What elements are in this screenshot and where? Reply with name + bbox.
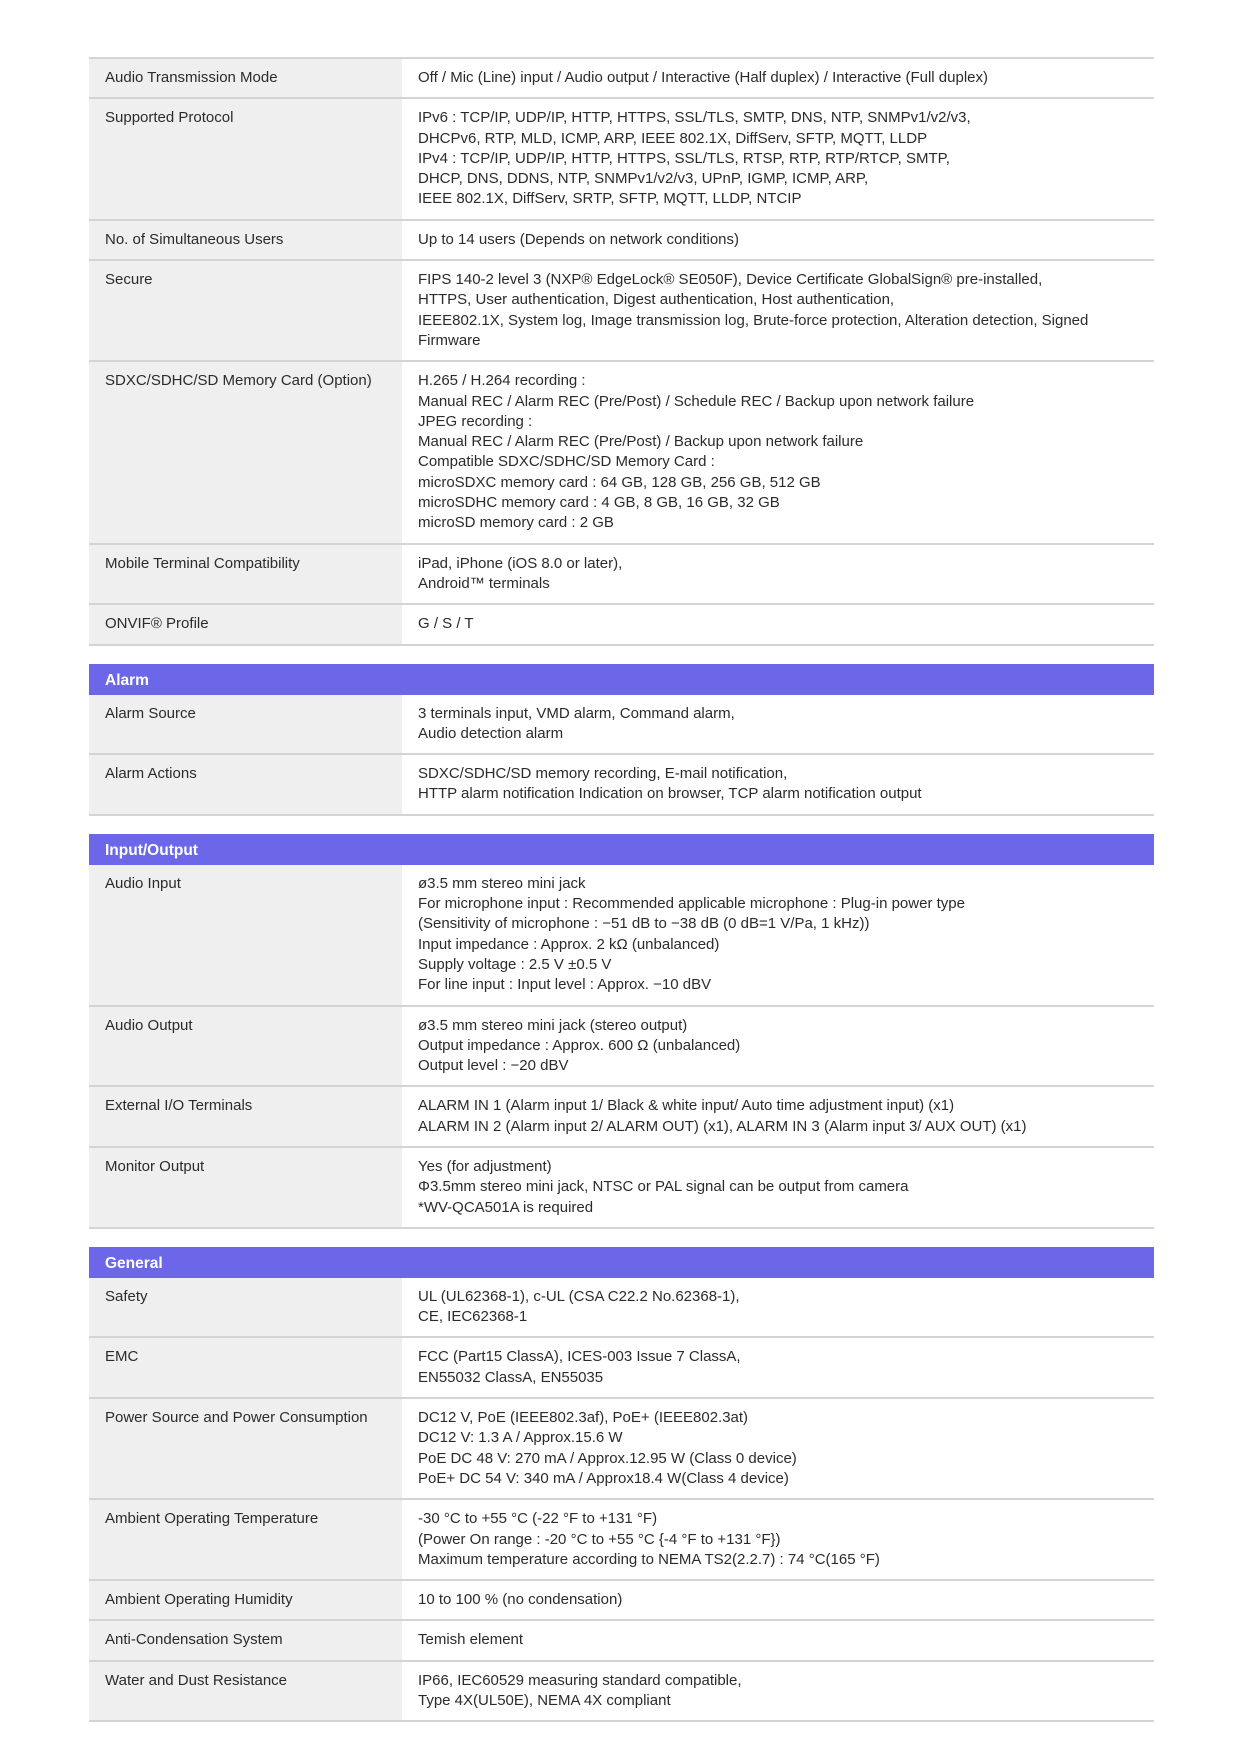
spec-row [89, 545, 1154, 606]
spec-value-line: Manual REC / Alarm REC (Pre/Post) / Backup upon network failure [418, 433, 864, 451]
spec-label: SDXC/SDHC/SD Memory Card (Option) [89, 362, 402, 542]
spec-value-line: Input impedance : Approx. 2 kΩ (unbalanced) [418, 935, 720, 953]
spec-value [402, 1007, 1154, 1086]
spec-value-line: EN55032 ClassA, EN55035 [418, 1368, 604, 1386]
spec-value [402, 755, 1154, 814]
spec-label: Alarm Actions [89, 755, 402, 814]
spec-value-line: 3 terminals input, VMD alarm, Command alarm, [418, 704, 735, 722]
spec-value-line: IPv6 : TCP/IP, UDP/IP, HTTP, HTTPS, SSL/TLS, SMTP, DNS, NTP, SNMPv1/v2/v3, [418, 109, 971, 127]
spec-label: Monitor Output [89, 1148, 402, 1227]
spec-label: Secure [89, 261, 402, 360]
spec-value [402, 1399, 1154, 1498]
spec-section [89, 664, 1154, 816]
spec-row [89, 865, 1154, 1007]
spec-value [402, 1621, 1154, 1659]
spec-row [89, 755, 1154, 816]
spec-label: Audio Input [89, 865, 402, 1005]
spec-row [89, 261, 1154, 362]
spec-row [89, 1500, 1154, 1581]
spec-value-line: Type 4X(UL50E), NEMA 4X compliant [418, 1692, 671, 1710]
spec-value-line: (Power On range : -20 °C to +55 °C {-4 °F to +131 °F}) [418, 1530, 781, 1548]
spec-row [89, 1662, 1154, 1723]
spec-value-line: Maximum temperature according to NEMA TS2(2.2.7) : 74 °C(165 °F) [418, 1550, 880, 1568]
spec-value [402, 59, 1154, 97]
spec-value-line: *WV-QCA501A is required [418, 1198, 594, 1216]
spec-value-line: 10 to 100 % (no condensation) [418, 1591, 623, 1609]
spec-value-line: HTTPS, User authentication, Digest authentication, Host authentication, [418, 291, 895, 309]
spec-value [402, 1581, 1154, 1619]
spec-table [89, 57, 1154, 646]
spec-value-line: Manual REC / Alarm REC (Pre/Post) / Schedule REC / Backup upon network failure [418, 392, 975, 410]
spec-value-line: ø3.5 mm stereo mini jack (stereo output) [418, 1016, 688, 1034]
spec-value [402, 695, 1154, 754]
spec-label: ONVIF® Profile [89, 605, 402, 643]
spec-value-line: Yes (for adjustment) [418, 1157, 552, 1175]
spec-sheet [89, 57, 1154, 1740]
spec-value-line: (Sensitivity of microphone : −51 dB to −38 dB (0 dB=1 V/Pa, 1 kHz)) [418, 915, 870, 933]
spec-value-line: PoE+ DC 54 V: 340 mA / Approx18.4 W(Class 4 device) [418, 1469, 789, 1487]
spec-value [402, 99, 1154, 218]
spec-label: Water and Dust Resistance [89, 1662, 402, 1721]
spec-value-line: Android™ terminals [418, 574, 550, 592]
spec-value-line: Audio detection alarm [418, 724, 564, 742]
spec-table [89, 695, 1154, 816]
spec-value-line: FIPS 140-2 level 3 (NXP® EdgeLock® SE050F), Device Certificate GlobalSign® pre-installed, [418, 271, 1043, 289]
spec-value-line: Φ3.5mm stereo mini jack, NTSC or PAL signal can be output from camera [418, 1178, 909, 1196]
spec-label: Safety [89, 1278, 402, 1337]
spec-row [89, 1007, 1154, 1088]
spec-value-line: PoE DC 48 V: 270 mA / Approx.12.95 W (Class 0 device) [418, 1449, 797, 1467]
spec-table [89, 1278, 1154, 1722]
spec-value-line: IPv4 : TCP/IP, UDP/IP, HTTP, HTTPS, SSL/TLS, RTSP, RTP, RTP/RTCP, SMTP, [418, 149, 950, 167]
spec-value [402, 261, 1154, 360]
spec-value-line: Supply voltage : 2.5 V ±0.5 V [418, 955, 612, 973]
spec-label: Ambient Operating Humidity [89, 1581, 402, 1619]
spec-section [89, 1247, 1154, 1722]
spec-value-line: Firmware [418, 331, 481, 349]
spec-label: Alarm Source [89, 695, 402, 754]
spec-label: Mobile Terminal Compatibility [89, 545, 402, 604]
spec-value-line: For line input : Input level : Approx. −10 dBV [418, 976, 712, 994]
spec-value-line: ø3.5 mm stereo mini jack [418, 874, 586, 892]
spec-row [89, 221, 1154, 261]
spec-label: Power Source and Power Consumption [89, 1399, 402, 1498]
spec-row [89, 1278, 1154, 1339]
spec-value [402, 362, 1154, 542]
spec-value-line: Output impedance : Approx. 600 Ω (unbalanced) [418, 1036, 741, 1054]
spec-value-line: IEEE 802.1X, DiffServ, SRTP, SFTP, MQTT, LLDP, NTCIP [418, 190, 802, 208]
spec-value [402, 1148, 1154, 1227]
spec-label: Ambient Operating Temperature [89, 1500, 402, 1579]
spec-label: Audio Transmission Mode [89, 59, 402, 97]
section-header: Input/Output [89, 834, 1154, 865]
spec-value-line: DHCPv6, RTP, MLD, ICMP, ARP, IEEE 802.1X, DiffServ, SFTP, MQTT, LLDP [418, 129, 928, 147]
spec-label: Supported Protocol [89, 99, 402, 218]
spec-value-line: Up to 14 users (Depends on network conditions) [418, 230, 740, 248]
spec-label: Audio Output [89, 1007, 402, 1086]
spec-value [402, 1338, 1154, 1397]
spec-label: No. of Simultaneous Users [89, 221, 402, 259]
spec-value-line: DC12 V, PoE (IEEE802.3af), PoE+ (IEEE802.3at) [418, 1409, 749, 1427]
spec-value [402, 605, 1154, 643]
spec-value-line: For microphone input : Recommended applicable microphone : Plug-in power type [418, 895, 965, 913]
spec-value-line: microSDXC memory card : 64 GB, 128 GB, 256 GB, 512 GB [418, 473, 821, 491]
spec-value-line: JPEG recording : [418, 412, 533, 430]
spec-value-line: SDXC/SDHC/SD memory recording, E-mail notification, [418, 765, 788, 783]
spec-value-line: G / S / T [418, 615, 474, 633]
spec-value-line: FCC (Part15 ClassA), ICES-003 Issue 7 ClassA, [418, 1348, 741, 1366]
spec-value-line: DHCP, DNS, DDNS, NTP, SNMPv1/v2/v3, UPnP, IGMP, ICMP, ARP, [418, 170, 869, 188]
spec-value-line: ALARM IN 2 (Alarm input 2/ ALARM OUT) (x1), ALARM IN 3 (Alarm input 3/ AUX OUT) (x1) [418, 1117, 1027, 1135]
spec-label: External I/O Terminals [89, 1087, 402, 1146]
spec-value-line: microSD memory card : 2 GB [418, 514, 614, 532]
spec-value-line: Off / Mic (Line) input / Audio output / Interactive (Half duplex) / Interactive (Full duplex) [418, 69, 988, 86]
spec-value-line: Compatible SDXC/SDHC/SD Memory Card : [418, 453, 715, 471]
spec-row [89, 362, 1154, 544]
spec-row [89, 1399, 1154, 1500]
spec-row [89, 1581, 1154, 1621]
spec-value-line: DC12 V: 1.3 A / Approx.15.6 W [418, 1429, 623, 1447]
spec-row [89, 1087, 1154, 1148]
spec-value-line: HTTP alarm notification Indication on browser, TCP alarm notification output [418, 785, 922, 803]
spec-label: EMC [89, 1338, 402, 1397]
spec-row [89, 1148, 1154, 1229]
spec-value-line: Output level : −20 dBV [418, 1057, 569, 1075]
spec-value [402, 545, 1154, 604]
spec-table [89, 865, 1154, 1229]
spec-value-line: Temish element [418, 1631, 524, 1649]
spec-value-line: -30 °C to +55 °C (-22 °F to +131 °F) [418, 1510, 658, 1528]
spec-value [402, 221, 1154, 259]
spec-row [89, 1621, 1154, 1661]
spec-value [402, 1662, 1154, 1721]
spec-value [402, 1278, 1154, 1337]
spec-value-line: IP66, IEC60529 measuring standard compatible, [418, 1671, 742, 1689]
spec-row [89, 99, 1154, 220]
spec-value-line: UL (UL62368-1), c-UL (CSA C22.2 No.62368-1), [418, 1287, 740, 1305]
spec-row [89, 605, 1154, 645]
spec-value-line: microSDHC memory card : 4 GB, 8 GB, 16 GB, 32 GB [418, 494, 780, 512]
spec-row [89, 695, 1154, 756]
spec-value [402, 1087, 1154, 1146]
spec-value [402, 865, 1154, 1005]
spec-value-line: CE, IEC62368-1 [418, 1308, 528, 1326]
spec-section [89, 834, 1154, 1229]
spec-value-line: IEEE802.1X, System log, Image transmission log, Brute-force protection, Alteration detection, Signed [418, 311, 1089, 329]
spec-row [89, 59, 1154, 99]
spec-value-line: ALARM IN 1 (Alarm input 1/ Black & white input/ Auto time adjustment input) (x1) [418, 1097, 955, 1115]
spec-label: Anti-Condensation System [89, 1621, 402, 1659]
spec-value [402, 1500, 1154, 1579]
section-header: Alarm [89, 664, 1154, 695]
spec-value-line: iPad, iPhone (iOS 8.0 or later), [418, 554, 623, 572]
spec-section [89, 57, 1154, 646]
spec-value-line: H.265 / H.264 recording : [418, 372, 586, 390]
section-header: General [89, 1247, 1154, 1278]
spec-row [89, 1338, 1154, 1399]
